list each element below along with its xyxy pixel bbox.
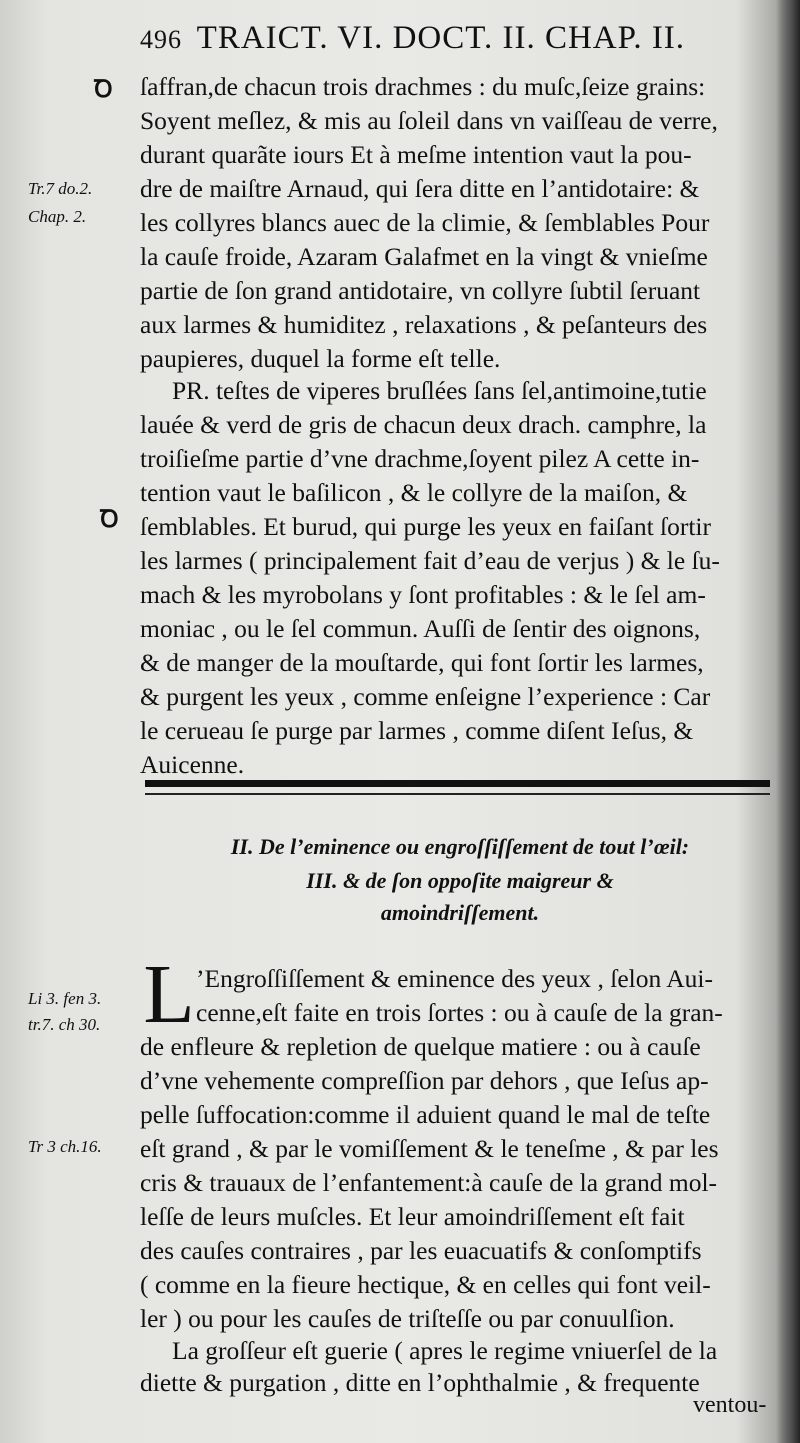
text-line: cenne,eſt faite en trois ſortes : ou à cauſe de la gran-	[196, 998, 723, 1027]
text-line: ( comme en la fieure hectique, & en celles qui font veil-	[140, 1270, 711, 1299]
text-line: La groſſeur eſt guerie ( apres le regime vniuerſel de la	[172, 1336, 718, 1365]
text-line: paupieres, duquel la forme eſt telle.	[140, 344, 501, 373]
text-line: aux larmes & humiditez , relaxations , & peſanteurs des	[140, 310, 708, 339]
text-line: moniac , ou le ſel commun. Auſſi de ſentir des oignons,	[140, 614, 701, 643]
catchword: ventou-	[693, 1392, 767, 1418]
margin-note: Li 3. fen 3.	[28, 989, 102, 1008]
margin-note: Tr.7 do.2.	[28, 179, 93, 198]
text-line: ’Engroſſiſſement & eminence des yeux , ſelon Aui-	[196, 964, 713, 993]
text-line: les larmes ( principalement fait d’eau de verjus ) & le ſu-	[140, 546, 720, 575]
margin-note: Chap. 2.	[28, 207, 87, 226]
text-line: & purgent les yeux , comme enſeigne l’experience : Car	[140, 682, 711, 711]
section-rule-thin	[145, 793, 770, 795]
section-title-line: III. & de ſon oppoſite maigreur &	[306, 868, 614, 893]
text-line: PR. teſtes de viperes bruſlées ſans ſel,antimoine,tutie	[172, 376, 707, 405]
text-line: eſt grand , & par le vomiſſement & le teneſme , & par les	[140, 1134, 719, 1163]
text-line: Soyent meſlez, & mis au ſoleil dans vn vaiſſeau de verre,	[140, 106, 718, 135]
text-line: pelle ſuffocation:comme il aduient quand le mal de teſte	[140, 1100, 711, 1129]
text-line: tention vaut le baſilicon , & le collyre de la maiſon, &	[140, 478, 688, 507]
marginal-symbol-icon: Ꝺ	[100, 507, 119, 533]
text-line: partie de ſon grand antidotaire, vn collyre ſubtil ſeruant	[140, 276, 701, 305]
text-line: ſemblables. Et burud, qui purge les yeux en faiſant ſortir	[140, 512, 712, 541]
text-line: la cauſe froide, Azaram Galafmet en la vingt & vnieſme	[140, 242, 708, 271]
text-line: & de manger de la mouſtarde, qui font ſortir les larmes,	[140, 648, 704, 677]
marginal-symbol-icon: Ꝺ	[94, 77, 113, 103]
text-line: les collyres blancs auec de la climie, & ſemblables Pour	[140, 208, 710, 237]
page-edge-shadow	[776, 0, 800, 1443]
margin-note: tr.7. ch 30.	[28, 1015, 101, 1034]
text-line: Auicenne.	[140, 750, 245, 779]
text-line: troiſieſme partie d’vne drachme,ſoyent pilez A cette in-	[140, 444, 700, 473]
section-title-line: amoindriſſement.	[380, 900, 540, 925]
section-rule	[145, 780, 770, 787]
text-line: cris & trauaux de l’enfantement:à cauſe de la grand mol-	[140, 1168, 718, 1197]
running-title: TRAICT. VI. DOCT. II. CHAP. II.	[196, 20, 686, 56]
text-line: mach & les myrobolans y ſont profitables : & le ſel am-	[140, 580, 706, 609]
margin-note: Tr 3 ch.16.	[28, 1137, 102, 1156]
section-title-line: II. De l’eminence ou engroſſiſſement de tout l’œil:	[230, 834, 690, 859]
text-line: ler ) ou pour les cauſes de triſteſſe ou par conuulſion.	[140, 1304, 675, 1333]
running-header	[140, 20, 740, 57]
drop-cap: L	[143, 948, 195, 1041]
text-line: lauée & verd de gris de chacun deux drach. camphre, la	[140, 410, 707, 439]
text-line: diette & purgation , ditte en l’ophthalmie , & frequente	[140, 1368, 700, 1397]
text-line: des cauſes contraires , par les euacuatifs & conſomptifs	[140, 1236, 702, 1265]
text-line: dre de maiſtre Arnaud, qui ſera ditte en l’antidotaire: &	[140, 174, 700, 203]
text-line: de enfleure & repletion de quelque matiere : ou à cauſe	[140, 1032, 701, 1061]
text-line: durant quarãte iours Et à meſme intention vaut la pou-	[140, 140, 692, 169]
text-line: d’vne vehemente compreſſion par dehors , que Ieſus ap-	[140, 1066, 709, 1095]
text-line: le cerueau ſe purge par larmes , comme diſent Ieſus, &	[140, 716, 694, 745]
text-line: ſaffran,de chacun trois drachmes : du muſc,ſeize grains:	[140, 72, 706, 101]
page-number: 496	[140, 25, 182, 54]
text-line: leſſe de leurs muſcles. Et leur amoindriſſement eſt fait	[140, 1202, 685, 1231]
